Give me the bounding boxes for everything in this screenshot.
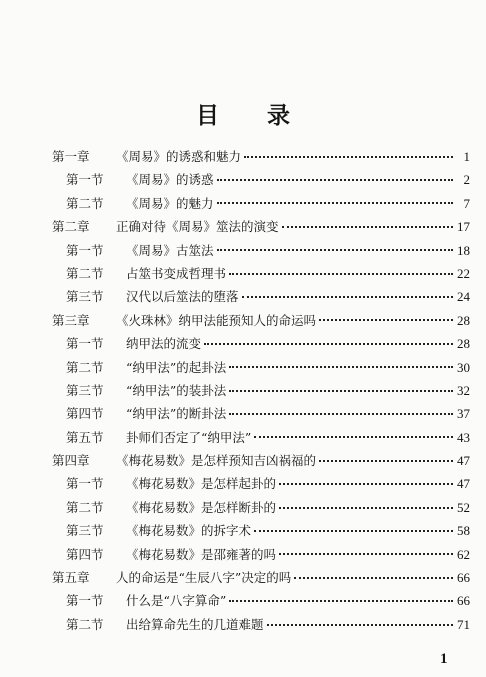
page-title: 目 录 bbox=[195, 103, 310, 129]
toc-section-entry bbox=[52, 332, 470, 355]
dot-leader bbox=[267, 624, 453, 626]
toc-entry-page: 66 bbox=[457, 593, 470, 609]
toc-section-entry bbox=[52, 402, 470, 425]
toc-entry-page: 47 bbox=[457, 476, 470, 492]
toc-entry-page: 2 bbox=[463, 172, 470, 188]
toc-entry-title: 《周易》古筮法 bbox=[126, 242, 214, 258]
toc-section-entry bbox=[52, 168, 470, 191]
toc-entry-title: 《周易》的魅力 bbox=[126, 195, 214, 211]
toc-section-entry bbox=[52, 472, 470, 495]
toc-entry-label: 第五章 bbox=[52, 570, 90, 586]
toc-section-entry bbox=[52, 356, 470, 379]
toc-entry-label: 第三章 bbox=[52, 312, 90, 328]
toc-entry-label: 第三节 bbox=[66, 523, 104, 539]
toc-entry-label: 第一节 bbox=[66, 336, 104, 352]
toc-chapter-entry bbox=[52, 145, 470, 168]
toc-entry-label: 第四节 bbox=[66, 406, 104, 422]
toc-entry-title: 人的命运是“生辰八字”决定的吗 bbox=[116, 570, 292, 586]
toc-chapter-entry bbox=[52, 449, 470, 472]
dot-leader bbox=[254, 436, 453, 438]
dot-leader bbox=[217, 249, 453, 251]
toc-chapter-entry bbox=[52, 215, 470, 238]
toc-entry-label: 第二章 bbox=[52, 219, 90, 235]
toc-entry-page: 43 bbox=[457, 429, 470, 445]
dot-leader bbox=[229, 413, 453, 415]
page-number: 1 bbox=[440, 651, 448, 667]
toc-entry-label: 第一节 bbox=[66, 593, 104, 609]
toc-entry-page: 1 bbox=[463, 149, 470, 164]
dot-leader bbox=[244, 156, 453, 158]
dot-leader bbox=[229, 600, 453, 602]
toc-entry-page: 37 bbox=[457, 406, 470, 422]
dot-leader bbox=[217, 179, 453, 181]
toc-entry-title: 什么是“八字算命” bbox=[126, 593, 227, 609]
dot-leader bbox=[229, 390, 453, 392]
toc-entry-title: 《梅花易数》是怎样断卦的 bbox=[126, 499, 277, 515]
toc-entry-page: 52 bbox=[457, 499, 470, 515]
toc-section-entry bbox=[52, 262, 470, 285]
dot-leader bbox=[229, 366, 453, 368]
toc-entry-page: 7 bbox=[463, 195, 470, 211]
toc-section-entry bbox=[52, 496, 470, 519]
toc-entry-title: 《火珠林》纳甲法能预知人的命运吗 bbox=[116, 312, 317, 328]
toc-entry-label: 第二节 bbox=[66, 359, 104, 375]
toc-section-entry bbox=[52, 285, 470, 308]
toc-section-entry bbox=[52, 192, 470, 215]
toc-entry-label: 第一节 bbox=[66, 242, 104, 258]
toc-entry-page: 30 bbox=[457, 359, 470, 375]
toc-section-entry bbox=[52, 379, 470, 402]
toc-entry-page: 28 bbox=[457, 336, 470, 352]
toc-entry-page: 24 bbox=[457, 289, 470, 305]
toc-entry-label: 第四节 bbox=[66, 546, 104, 562]
toc-entry-page: 28 bbox=[457, 312, 470, 328]
toc-entry-label: 第五节 bbox=[66, 429, 104, 445]
toc-section-entry bbox=[52, 239, 470, 262]
toc-section-entry bbox=[52, 519, 470, 542]
toc-section-entry bbox=[52, 543, 470, 566]
dot-leader bbox=[254, 530, 453, 532]
toc-entry-page: 18 bbox=[457, 242, 470, 258]
toc-entry-title: 《梅花易数》是怎样预知吉凶祸福的 bbox=[116, 453, 317, 469]
toc-entry-label: 第二节 bbox=[66, 265, 104, 281]
toc-entry-label: 第三节 bbox=[66, 382, 104, 398]
toc-chapter-entry bbox=[52, 566, 470, 589]
toc-entry-title: 卦师们否定了“纳甲法” bbox=[126, 429, 252, 445]
toc-entry-label: 第四章 bbox=[52, 453, 90, 469]
toc-entry-title: 《梅花易数》是怎样起卦的 bbox=[126, 476, 277, 492]
toc-entry-page: 71 bbox=[457, 616, 470, 632]
dot-leader bbox=[279, 553, 453, 555]
toc-entry-label: 第二节 bbox=[66, 499, 104, 515]
toc-entry-label: 第一章 bbox=[52, 149, 90, 164]
toc-entry-title: “纳甲法”的起卦法 bbox=[126, 359, 227, 375]
toc-entry-title: 出给算命先生的几道难题 bbox=[126, 616, 264, 632]
toc-entry-label: 第三节 bbox=[66, 289, 104, 305]
toc-entry-title: 《梅花易数》的拆字术 bbox=[126, 523, 252, 539]
toc-entry-label: 第一节 bbox=[66, 476, 104, 492]
toc-entry-title: 正确对待《周易》筮法的演变 bbox=[116, 219, 279, 235]
toc-section-entry bbox=[52, 426, 470, 449]
toc-entry-title: 占筮书变成哲理书 bbox=[126, 265, 227, 281]
table-of-contents bbox=[52, 145, 470, 636]
toc-section-entry bbox=[52, 613, 470, 636]
dot-leader bbox=[319, 319, 453, 321]
toc-entry-title: 《梅花易数》是邵雍著的吗 bbox=[126, 546, 277, 562]
toc-entry-page: 58 bbox=[457, 523, 470, 539]
dot-leader bbox=[204, 343, 453, 345]
toc-entry-title: 纳甲法的流变 bbox=[126, 336, 202, 352]
toc-entry-label: 第二节 bbox=[66, 195, 104, 211]
dot-leader bbox=[279, 483, 453, 485]
toc-entry-page: 47 bbox=[457, 453, 470, 469]
toc-entry-title: “纳甲法”的装卦法 bbox=[126, 382, 227, 398]
toc-entry-page: 22 bbox=[457, 265, 470, 281]
toc-entry-title: “纳甲法”的断卦法 bbox=[126, 406, 227, 422]
toc-entry-label: 第一节 bbox=[66, 172, 104, 188]
toc-chapter-entry bbox=[52, 309, 470, 332]
toc-entry-page: 17 bbox=[457, 219, 470, 235]
toc-entry-title: 《周易》的诱惑 bbox=[126, 172, 214, 188]
dot-leader bbox=[279, 507, 453, 509]
toc-entry-page: 62 bbox=[457, 546, 470, 562]
toc-entry-title: 汉代以后筮法的堕落 bbox=[126, 289, 239, 305]
dot-leader bbox=[282, 226, 453, 228]
dot-leader bbox=[242, 296, 453, 298]
dot-leader bbox=[319, 460, 453, 462]
toc-entry-page: 32 bbox=[457, 382, 470, 398]
toc-section-entry bbox=[52, 589, 470, 612]
toc-entry-title: 《周易》的诱惑和魅力 bbox=[116, 149, 242, 164]
dot-leader bbox=[229, 273, 453, 275]
toc-entry-label: 第二节 bbox=[66, 616, 104, 632]
dot-leader bbox=[217, 202, 453, 204]
toc-entry-page: 66 bbox=[457, 570, 470, 586]
dot-leader bbox=[294, 577, 453, 579]
